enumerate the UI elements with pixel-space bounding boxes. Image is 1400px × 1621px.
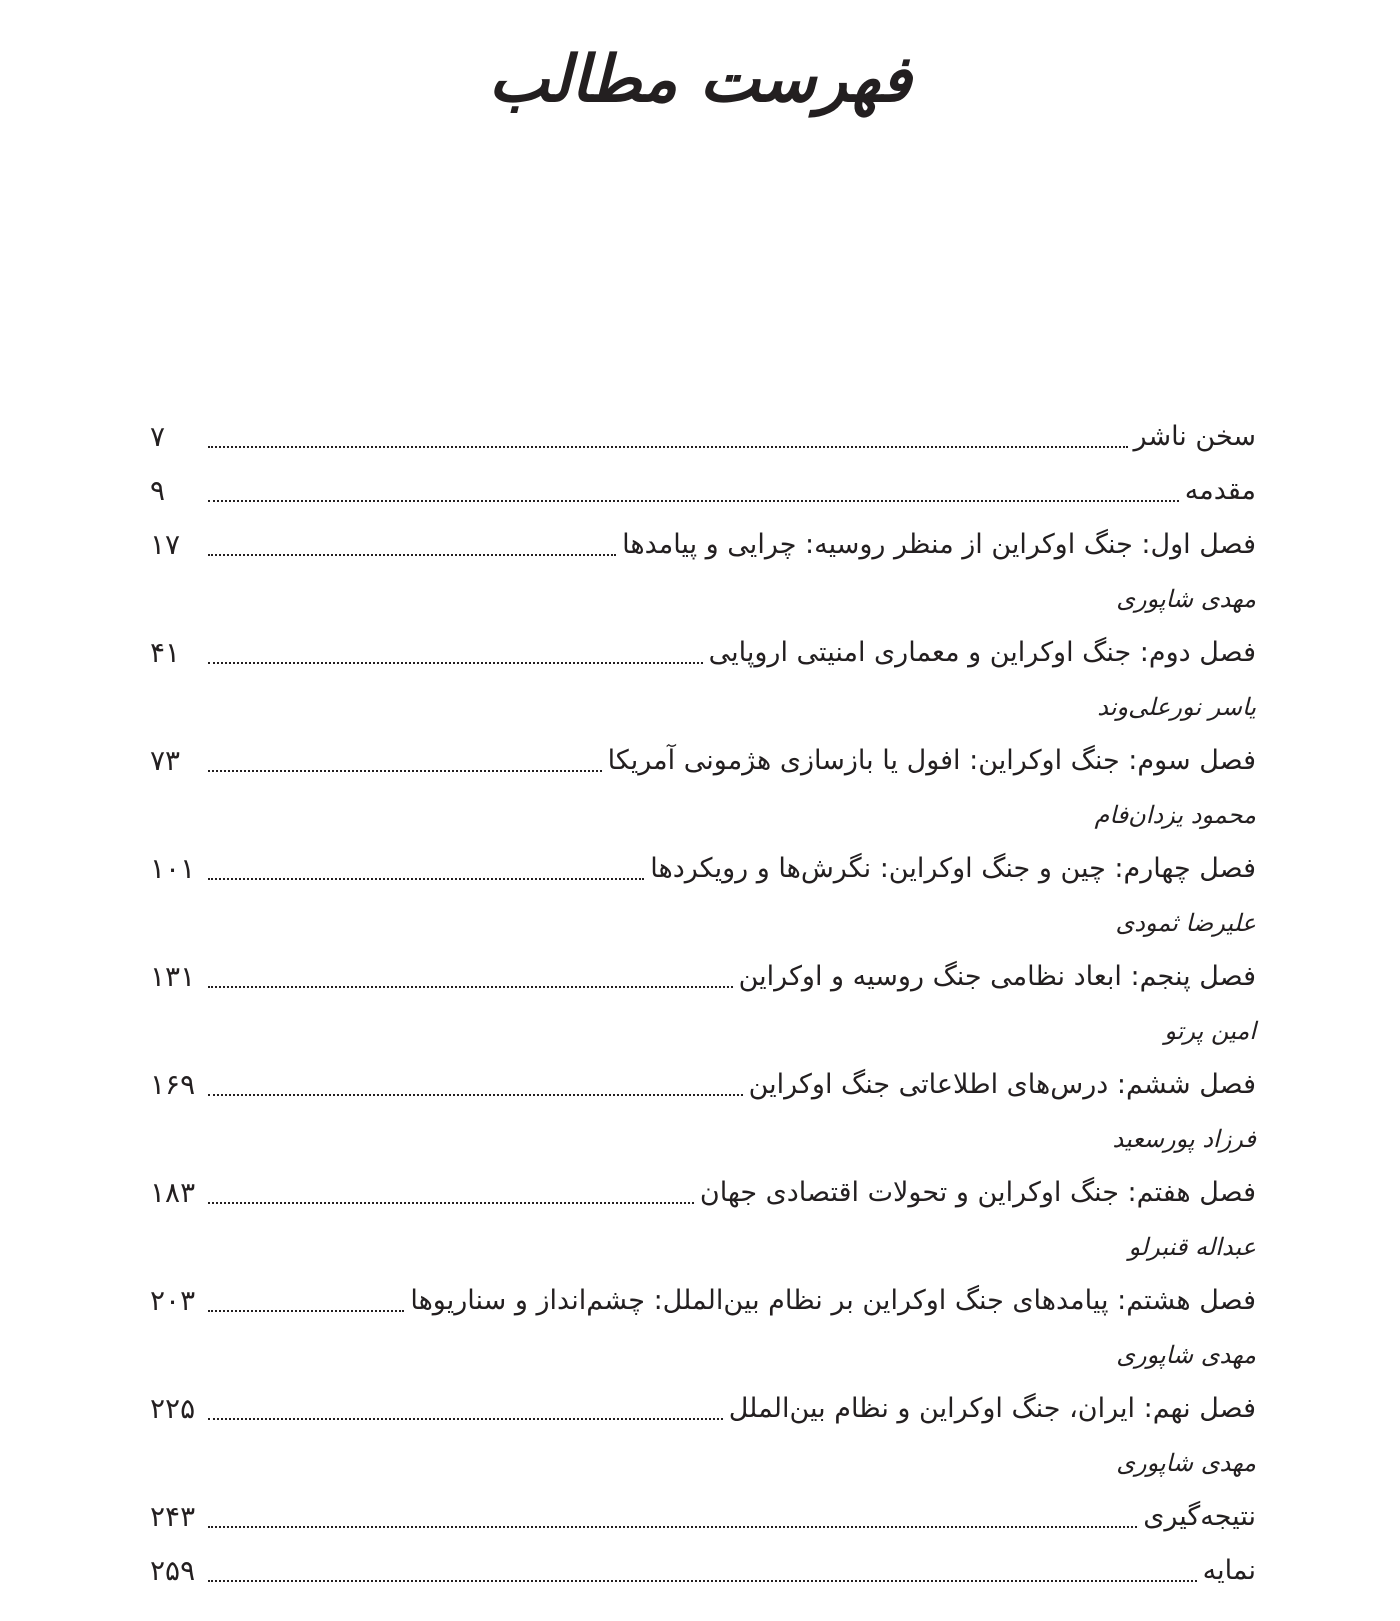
toc-entry-author: عبداله قنبرلو (1128, 1233, 1256, 1261)
toc-entry-author: علیرضا ثمودی (1115, 909, 1256, 937)
dot-leader (208, 1526, 1137, 1528)
toc-entry-chapter-1-author (150, 572, 1256, 626)
toc-entry-page: ۱۷ (150, 528, 181, 561)
toc-entry-publisher-note[interactable] (150, 410, 1256, 464)
toc-entry-chapter-5-author (150, 1004, 1256, 1058)
toc-entry-author: مهدی شاپوری (1116, 585, 1256, 613)
toc-entry-title: نتیجه‌گیری (1143, 1501, 1256, 1532)
toc-entry-chapter-5[interactable] (150, 950, 1256, 1004)
toc-entry-chapter-6[interactable] (150, 1058, 1256, 1112)
toc-entry-chapter-7-author (150, 1220, 1256, 1274)
table-of-contents (150, 410, 1256, 1598)
toc-entry-title: نمایه (1202, 1555, 1256, 1586)
toc-entry-chapter-2-author (150, 680, 1256, 734)
toc-entry-title: فصل سوم: جنگ اوکراین: افول یا بازسازی هژمونی آمریکا (607, 745, 1256, 776)
toc-entry-chapter-3-author (150, 788, 1256, 842)
toc-entry-page: ۱۸۳ (150, 1176, 196, 1209)
toc-entry-chapter-1[interactable] (150, 518, 1256, 572)
toc-entry-conclusion[interactable] (150, 1490, 1256, 1544)
toc-entry-title: سخن ناشر (1133, 421, 1256, 452)
toc-entry-page: ۱۰۱ (150, 852, 196, 885)
toc-entry-introduction[interactable] (150, 464, 1256, 518)
toc-entry-page: ۲۰۳ (150, 1284, 196, 1317)
toc-entry-chapter-3[interactable] (150, 734, 1256, 788)
toc-entry-page: ۴۱ (150, 636, 181, 669)
dot-leader (208, 770, 602, 772)
toc-entry-chapter-9[interactable] (150, 1382, 1256, 1436)
dot-leader (208, 1202, 694, 1204)
toc-entry-page: ۹ (150, 474, 166, 507)
page-title: فهرست مطالب (488, 42, 912, 117)
dot-leader (208, 446, 1128, 448)
toc-entry-title: فصل چهارم: چین و جنگ اوکراین: نگرش‌ها و رویکردها (650, 853, 1256, 884)
toc-entry-chapter-8-author (150, 1328, 1256, 1382)
toc-entry-chapter-4[interactable] (150, 842, 1256, 896)
toc-entry-page: ۲۴۳ (150, 1500, 196, 1533)
dot-leader (208, 500, 1179, 502)
toc-entry-title: فصل پنجم: ابعاد نظامی جنگ روسیه و اوکراین (738, 961, 1256, 992)
toc-entry-author: فرزاد پورسعید (1112, 1125, 1256, 1153)
toc-entry-title: فصل هفتم: جنگ اوکراین و تحولات اقتصادی جهان (699, 1177, 1256, 1208)
toc-entry-author: مهدی شاپوری (1116, 1449, 1256, 1477)
toc-entry-page: ۷۳ (150, 744, 181, 777)
dot-leader (208, 1418, 723, 1420)
dot-leader (208, 878, 644, 880)
dot-leader (208, 1580, 1197, 1582)
toc-entry-page: ۱۶۹ (150, 1068, 196, 1101)
toc-entry-author: امین پرتو (1164, 1017, 1256, 1045)
toc-entry-title: فصل ششم: درس‌های اطلاعاتی جنگ اوکراین (748, 1069, 1256, 1100)
toc-entry-title: فصل نهم: ایران، جنگ اوکراین و نظام بین‌الملل (728, 1393, 1256, 1424)
toc-entry-title: فصل دوم: جنگ اوکراین و معماری امنیتی اروپایی (708, 637, 1256, 668)
dot-leader (208, 554, 616, 556)
toc-entry-chapter-9-author (150, 1436, 1256, 1490)
toc-entry-title: فصل هشتم: پیامدهای جنگ اوکراین بر نظام بین‌الملل: چشم‌انداز و سناریوها (410, 1285, 1256, 1316)
toc-entry-chapter-8[interactable] (150, 1274, 1256, 1328)
toc-entry-page: ۲۵۹ (150, 1554, 196, 1587)
toc-entry-page: ۷ (150, 420, 166, 453)
dot-leader (208, 1094, 743, 1096)
toc-entry-index[interactable] (150, 1544, 1256, 1598)
toc-entry-chapter-2[interactable] (150, 626, 1256, 680)
toc-entry-author: یاسر نورعلی‌وند (1097, 693, 1256, 721)
toc-entry-author: محمود یزدان‌فام (1094, 801, 1256, 829)
toc-entry-title: مقدمه (1184, 475, 1256, 506)
toc-entry-page: ۱۳۱ (150, 960, 196, 993)
dot-leader (208, 1310, 404, 1312)
dot-leader (208, 662, 703, 664)
toc-entry-chapter-6-author (150, 1112, 1256, 1166)
toc-entry-author: مهدی شاپوری (1116, 1341, 1256, 1369)
toc-entry-chapter-4-author (150, 896, 1256, 950)
dot-leader (208, 986, 733, 988)
toc-entry-chapter-7[interactable] (150, 1166, 1256, 1220)
toc-entry-title: فصل اول: جنگ اوکراین از منظر روسیه: چرایی و پیامدها (622, 529, 1256, 560)
toc-entry-page: ۲۲۵ (150, 1392, 196, 1425)
